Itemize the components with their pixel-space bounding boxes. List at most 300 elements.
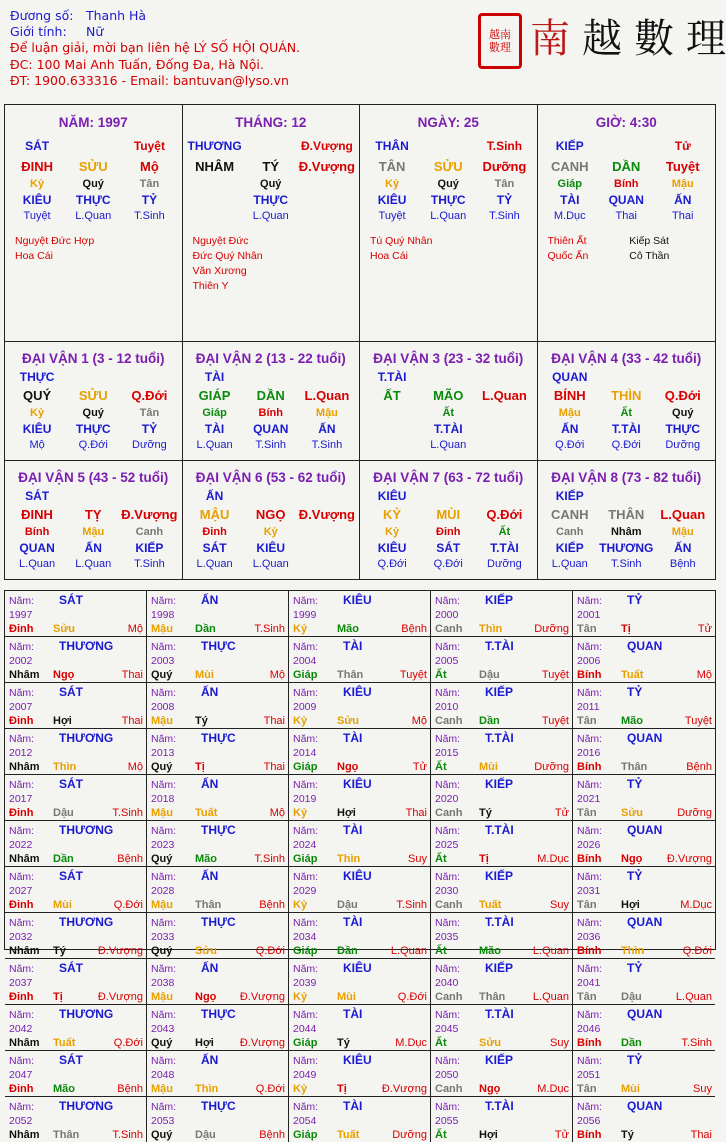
year-cell [147,1051,289,1097]
year-line [151,869,285,898]
logo-char: 數 [634,16,674,62]
year-line [9,731,143,760]
year-branch: Ngọ [337,761,359,773]
year-cell [147,913,289,959]
year-label: Năm: 1999 [293,595,319,621]
cell-value: Tuyệt [378,210,406,222]
cell-value: Đ.Vượng [121,506,178,522]
year-phase: Đ.Vượng [381,1083,427,1095]
year-stem-branch [9,1082,143,1096]
year-label: Năm: 2002 [9,641,35,667]
row-r1 [542,488,712,504]
year-cell [431,1005,573,1051]
row-r2 [187,385,356,405]
year-label: Năm: 2006 [577,641,603,667]
year-stem: Mậu [151,991,173,1003]
year-branch: Sửu [53,623,76,635]
year-stem: Đinh [9,1083,34,1095]
year-label: Năm: 2015 [435,733,461,759]
cell-value: Mậu [671,526,694,538]
notes-left [193,234,356,294]
cell-value: T.Sinh [610,558,642,570]
year-line [293,593,427,622]
year-line [435,685,569,714]
cell-value: L.Quan [482,387,527,403]
year-branch: Tý [479,807,492,819]
dai-van-cell [183,461,361,579]
year-stem: Tân [577,1083,597,1095]
year-branch: Sửu [337,715,360,727]
cell-value: L.Quan [430,210,467,222]
year-cell [573,1097,715,1142]
year-phase: T.Sinh [112,1129,143,1141]
year-stem-branch [151,852,285,866]
brand-logo [478,4,726,76]
year-stem: Giáp [293,1037,318,1049]
year-label: Năm: 2049 [293,1055,319,1081]
year-cell [573,683,715,729]
year-star: KIẾP [485,869,514,883]
year-stem: Canh [435,715,463,727]
row-r3 [364,524,533,540]
row-r5 [364,208,533,224]
cell-value: Q.Đới [664,387,701,403]
row-r3 [364,405,533,421]
year-star: TỶ [627,961,643,975]
year-branch: Mùi [195,669,214,681]
cell-value: THÌN [611,387,642,403]
dai-van-title: ĐẠI VẬN 5 (43 - 52 tuổi) [18,470,169,485]
pillar-title: THÁNG: 12 [235,115,307,130]
year-stem: Bính [577,669,602,681]
year-stem-branch [435,1128,569,1142]
year-branch: Sửu [479,1037,502,1049]
row-r5 [187,208,356,224]
row-r2 [187,504,356,524]
year-branch: Dậu [53,807,74,819]
year-line [151,639,285,668]
year-label: Năm: 2056 [577,1101,603,1127]
year-line [151,1099,285,1128]
row-r1 [542,369,712,385]
cell-value: TỶ [141,422,158,436]
row-r4 [542,421,712,437]
year-stem: Nhâm [9,853,40,865]
year-phase: Dưỡng [392,1129,427,1141]
year-phase: Thai [690,1129,712,1141]
year-label: Năm: 2050 [435,1055,461,1081]
row-r2 [9,385,178,405]
year-cell [5,775,147,821]
cell-value: THÂN [608,506,645,522]
year-phase: Tử [697,623,712,635]
year-star: QUAN [627,915,663,929]
year-stem: Ất [435,1037,447,1049]
cell-value: Q.Đới [555,439,585,451]
year-stem: Tân [577,899,597,911]
star-name: Nguyệt Đức Hợp [15,235,95,247]
year-branch: Tuất [53,1037,76,1049]
cell-value: KIÊU [377,541,407,555]
year-label: Năm: 1998 [151,595,177,621]
year-branch: Thân [337,669,364,681]
year-label: Năm: 2039 [293,963,319,989]
cell-value: SÁT [25,139,50,153]
cell-value: Giáp [202,407,227,419]
year-stem: Bính [577,1037,602,1049]
year-stem: Mậu [151,1083,173,1095]
year-cell [5,1051,147,1097]
cell-value: L.Quan [75,210,112,222]
cell-value: ẤN [674,193,692,207]
year-stem: Đinh [9,899,34,911]
year-cell [573,959,715,1005]
year-stem: Quý [151,761,173,773]
year-star: THƯƠNG [59,1007,114,1021]
year-stem-branch [577,760,712,774]
year-phase: Bệnh [117,1083,143,1095]
year-label: Năm: 2035 [435,917,461,943]
row-r3 [542,405,712,421]
year-stem: Ất [435,761,447,773]
year-cell [289,1097,431,1142]
year-stem-branch [435,990,569,1004]
year-label: Năm: 2042 [9,1009,35,1035]
cell-value: MÃO [433,387,464,403]
year-stem: Canh [435,623,463,635]
cell-value: T.Sinh [311,439,343,451]
year-phase: Tuyệt [541,669,569,681]
cell-value: Đ.Vượng [298,506,355,522]
year-phase: Q.Đới [397,991,427,1003]
year-stem-branch [435,944,569,958]
year-branch: Tý [53,945,66,957]
row-r2 [9,504,178,524]
year-cell [431,683,573,729]
year-stem-branch [9,990,143,1004]
year-stem-branch [9,806,143,820]
year-branch: Hợi [53,715,72,727]
year-label: Năm: 2008 [151,687,177,713]
cell-value: QUAN [608,193,644,207]
star-name: Văn Xương [192,265,247,277]
year-cell [5,1005,147,1051]
gender-value: Nữ [86,24,104,40]
year-line [435,639,569,668]
row-r4 [364,540,533,556]
cell-value: Tử [674,139,691,153]
year-stem: Tân [577,991,597,1003]
year-phase: Suy [408,853,427,865]
cell-value: THƯƠNG [599,541,654,555]
cell-value: Ất [620,407,633,419]
year-star: QUAN [627,731,663,745]
year-line [9,915,143,944]
year-star: THƯƠNG [59,915,114,929]
row-r1 [187,136,356,156]
year-phase: Thai [121,669,143,681]
year-branch: Thìn [621,945,645,957]
notes-right [629,234,711,264]
year-label: Năm: 2016 [577,733,603,759]
year-stem-branch [577,1036,712,1050]
year-line [9,685,143,714]
year-line [577,639,712,668]
row-r5 [9,208,178,224]
row-r2 [9,156,178,176]
year-line [435,1053,569,1082]
dai-van-cell [183,342,361,461]
row-r3 [542,176,712,192]
cell-value: QUAN [19,541,55,555]
year-phase: Mộ [127,623,143,635]
cell-value: Tuyệt [133,139,165,153]
year-line [435,1099,569,1128]
header-info [10,8,300,89]
year-cell [431,959,573,1005]
dai-van-title: ĐẠI VẬN 1 (3 - 12 tuổi) [21,351,165,366]
cell-value: Dưỡng [665,439,701,451]
pillar-cell [360,105,538,342]
year-line [9,1099,143,1128]
year-label: Năm: 2054 [293,1101,319,1127]
year-stem-branch [293,714,427,728]
cell-value: THỰC [75,422,111,436]
cell-value: L.Quan [196,439,233,451]
year-star: T.TÀI [485,731,514,745]
year-stem-branch [151,622,285,636]
year-label: Năm: 2004 [293,641,319,667]
year-label: Năm: 2022 [9,825,35,851]
year-line [151,823,285,852]
year-stem-branch [435,714,569,728]
year-label: Năm: 2030 [435,871,461,897]
year-star: T.TÀI [485,823,514,837]
year-star: ẤN [201,961,219,975]
special-stars [9,234,178,264]
pillar-cell [5,105,183,342]
year-stem: Quý [151,853,173,865]
year-branch: Ngọ [53,669,75,681]
year-cell [431,1051,573,1097]
year-branch: Tị [337,1083,347,1095]
year-phase: Dưỡng [677,807,712,819]
year-line [9,593,143,622]
dai-van-title: ĐẠI VẬN 2 (13 - 22 tuổi) [195,351,346,366]
cell-value: Bính [258,407,283,419]
year-label: Năm: 2012 [9,733,35,759]
dai-van-cell [5,342,183,461]
cell-value: Ất [498,526,511,538]
year-stem: Giáp [293,853,318,865]
year-stem-branch [151,760,285,774]
cell-value: DẦN [612,158,641,174]
year-branch: Tị [621,623,631,635]
year-stem-branch [9,714,143,728]
year-stem-branch [577,714,712,728]
cell-value: TÀI [204,422,225,436]
year-star: KIẾP [485,593,514,607]
year-cell [431,591,573,637]
cell-value: T.TÀI [433,422,463,436]
year-stem-branch [577,806,712,820]
year-label: Năm: 2026 [577,825,603,851]
year-phase: Tử [412,761,427,773]
cell-value: Dưỡng [487,558,522,570]
dai-van-title: ĐẠI VẬN 3 (23 - 32 tuổi) [373,351,524,366]
star-name: Cô Thần [629,250,670,262]
year-cell [573,913,715,959]
year-stem: Nhâm [9,1037,40,1049]
year-branch: Mùi [479,761,498,773]
year-line [151,593,285,622]
year-star: KIẾP [485,1053,514,1067]
year-line [435,593,569,622]
year-stem: Kỷ [293,715,308,727]
year-stem-branch [293,622,427,636]
cell-value: Mậu [315,407,338,419]
cell-value: SÁT [25,489,50,503]
year-phase: Thai [263,715,285,727]
special-stars [542,234,712,264]
year-cell [431,729,573,775]
row-r2 [542,156,712,176]
cell-value: TÀI [204,370,225,384]
cell-value: Canh [556,526,584,538]
year-stem: Mậu [151,807,173,819]
cell-value: Q.Đới [433,558,463,570]
cell-value: THỰC [430,193,466,207]
year-stem: Tân [577,623,597,635]
year-cell [147,729,289,775]
row-r1 [9,136,178,156]
year-star: QUAN [627,639,663,653]
year-stem: Đinh [9,623,34,635]
year-line [435,1007,569,1036]
year-phase: T.Sinh [396,899,427,911]
contact-line: Để luận giải, mời bạn liên hệ LÝ SỐ HỘI QUÁN. [10,40,301,56]
year-star: KIẾP [485,685,514,699]
year-phase: T.Sinh [112,807,143,819]
year-line [577,961,712,990]
row-r3 [187,176,356,192]
cell-value: T.TÀI [377,370,407,384]
year-phase: Mộ [127,761,143,773]
year-line [293,639,427,668]
year-cell [573,1005,715,1051]
cell-value: Bệnh [669,558,696,570]
year-stem: Quý [151,1037,173,1049]
cell-value: Dưỡng [132,439,167,451]
year-stem: Quý [151,669,173,681]
year-phase: L.Quan [532,945,569,957]
cell-value: Mậu [671,178,694,190]
address-line: ĐC: 100 Mai Anh Tuấn, Đống Đa, Hà Nội. [10,56,264,72]
year-star: SÁT [59,593,83,607]
year-line [293,869,427,898]
year-label: Năm: 2021 [577,779,603,805]
year-branch: Thìn [195,1083,219,1095]
year-line [293,685,427,714]
cell-value: ẤN [84,541,102,555]
cell-value: Quý [82,178,104,190]
year-star: ẤN [201,685,219,699]
year-line [577,593,712,622]
row-r5 [9,556,178,572]
pillar-cell [538,105,716,342]
year-cell [147,591,289,637]
cell-value: Giáp [557,178,582,190]
year-branch: Tý [621,1129,634,1141]
cell-value: T.Sinh [134,210,165,222]
year-label: Năm: 2011 [577,687,603,713]
year-branch: Dậu [479,669,500,681]
row-r1 [187,488,356,504]
year-label: Năm: 2014 [293,733,319,759]
year-star: ẤN [201,593,219,607]
year-branch: Dần [621,1037,642,1049]
year-branch: Thân [479,991,506,1003]
year-label: Năm: 2034 [293,917,319,943]
year-star: KIÊU [343,1053,372,1067]
year-phase: Q.Đới [255,1083,285,1095]
year-star: THỰC [201,731,236,745]
year-phase: M.Dục [680,899,712,911]
row-r1 [9,488,178,504]
year-line [293,777,427,806]
row-r5 [9,437,178,453]
cell-value: TÝ [262,158,280,174]
year-cell [289,913,431,959]
year-star: TÀI [343,1099,363,1113]
year-label: Năm: 2023 [151,825,177,851]
year-stem-branch [435,898,569,912]
year-branch: Tị [479,853,489,865]
year-stem-branch [293,852,427,866]
year-cell [573,729,715,775]
year-cell [5,729,147,775]
cell-value: KIẾP [555,489,584,503]
cell-value: KIÊU [256,541,286,555]
year-stem: Canh [435,991,463,1003]
year-line [577,1099,712,1128]
year-cell [289,729,431,775]
year-line [435,961,569,990]
year-phase: Bệnh [686,761,712,773]
year-line [9,639,143,668]
cell-value: ẤT [383,387,401,403]
cell-value: KIẾP [555,541,584,555]
year-label: Năm: 2032 [9,917,35,943]
cell-value: THỰC [253,193,289,207]
dai-van-title: ĐẠI VẬN 8 (73 - 82 tuổi) [551,470,702,485]
year-branch: Dậu [195,1129,216,1141]
cell-value: GIÁP [198,387,231,403]
cell-value: Mậu [558,407,581,419]
cell-value: Mộ [140,158,159,174]
year-cell [573,591,715,637]
year-cell [289,683,431,729]
cell-value: Quý [437,178,459,190]
year-stem-branch [577,852,712,866]
year-stem-branch [151,944,285,958]
year-stem: Nhâm [9,1129,40,1141]
cell-value: QUAN [552,370,588,384]
cell-value: Đinh [436,526,461,538]
dai-van-cell [538,461,716,579]
dai-van-cell [360,461,538,579]
year-line [293,961,427,990]
